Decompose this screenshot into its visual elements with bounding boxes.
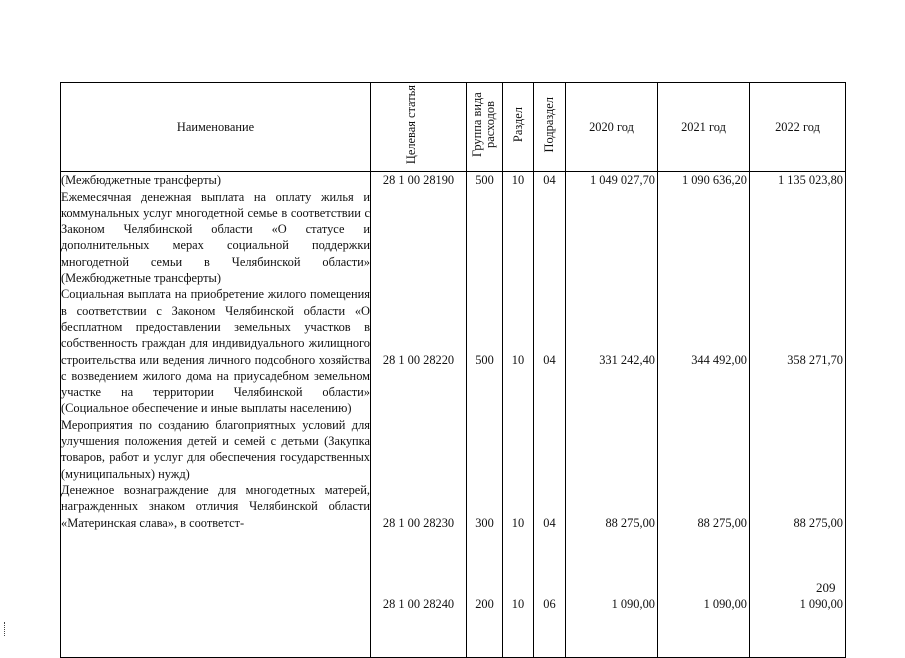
table-body-row: [61, 172, 846, 658]
page-number: 209: [816, 580, 836, 595]
target-article-cell: 28 1 00 28240: [382, 597, 455, 612]
expense-group-cell: 300: [475, 516, 494, 531]
amount-2022-cell: 88 275,00: [793, 516, 843, 531]
expense-group-cell: 200: [475, 597, 494, 612]
header-year-2021: 2021 год: [658, 83, 750, 172]
amount-2021-cell: 344 492,00: [691, 353, 747, 368]
header-year-2022: 2022 год: [750, 83, 846, 172]
year-2021-column: [658, 172, 750, 658]
name-entry: Мероприятия по созданию благоприятных условий для улучшения положения детей и семей с детьми (Закупка товаров, работ и услуг для обеспечения государственных (муниципальных) нужд): [61, 417, 370, 481]
amount-2022-cell: 358 271,70: [787, 353, 843, 368]
name-column: [61, 172, 371, 658]
name-entry: Денежное вознаграждение для многодетных матерей, награжденных знаком отличия Челябинской области «Материнская слава», в соответст-: [61, 482, 370, 530]
section-cell: 10: [511, 597, 525, 612]
subsection-column: [534, 172, 566, 658]
amount-2021-cell: 88 275,00: [697, 516, 747, 531]
header-target-article: Целевая статья: [371, 83, 467, 172]
header-section: Раздел: [503, 83, 534, 172]
expense-group-cell: 500: [475, 173, 494, 188]
expense-group-cell: 500: [475, 353, 494, 368]
amount-2020-cell: 1 090,00: [611, 597, 655, 612]
subsection-cell: 06: [543, 597, 556, 612]
target-article-cell: 28 1 00 28190: [382, 173, 455, 188]
name-entry: Социальная выплата на приобретение жилого помещения в соответствии с Законом Челябинской области «О бесплатном предоставлении земельных участков в собственность граждан для индивидуального жилищного строительства или ведения личного подсобного хозяйства с возведением жилого дома на приусадебном земельном участке на территории Челябинской области» (Социальное обеспечение и иные выплаты населению): [61, 287, 370, 416]
name-entry: Ежемесячная денежная выплата на оплату жилья и коммунальных услуг многодетной семье в соответствии с Законом Челябинской области «О статусе и дополнительных мерах социальной поддержки многодетной семьи в Челябинской области» (Межбюджетные трансферты): [61, 189, 370, 286]
section-cell: 10: [511, 173, 525, 188]
amount-2021-cell: 1 090,00: [703, 597, 747, 612]
amount-2022-cell: 1 135 023,80: [777, 173, 843, 188]
amount-2022-cell: 1 090,00: [799, 597, 843, 612]
amount-2020-cell: 331 242,40: [599, 353, 655, 368]
section-cell: 10: [511, 353, 525, 368]
header-expense-group: Группа вида расходов: [467, 83, 503, 172]
subsection-cell: 04: [543, 173, 556, 188]
amount-2020-cell: 88 275,00: [605, 516, 655, 531]
section-column: [503, 172, 534, 658]
header-subsection: Подраздел: [534, 83, 566, 172]
target-article-column: [371, 172, 467, 658]
year-2020-column: [566, 172, 658, 658]
header-year-2020: 2020 год: [566, 83, 658, 172]
name-entry: (Межбюджетные трансферты): [61, 173, 221, 188]
scan-margin-mark: [4, 622, 7, 636]
header-row: [61, 83, 846, 172]
expense-group-column: [467, 172, 503, 658]
section-cell: 10: [511, 516, 525, 531]
header-name: Наименование: [61, 83, 371, 172]
amount-2021-cell: 1 090 636,20: [681, 173, 747, 188]
target-article-cell: 28 1 00 28220: [382, 353, 455, 368]
amount-2020-cell: 1 049 027,70: [589, 173, 655, 188]
subsection-cell: 04: [543, 353, 556, 368]
subsection-cell: 04: [543, 516, 556, 531]
target-article-cell: 28 1 00 28230: [382, 516, 455, 531]
budget-table: [60, 82, 846, 658]
